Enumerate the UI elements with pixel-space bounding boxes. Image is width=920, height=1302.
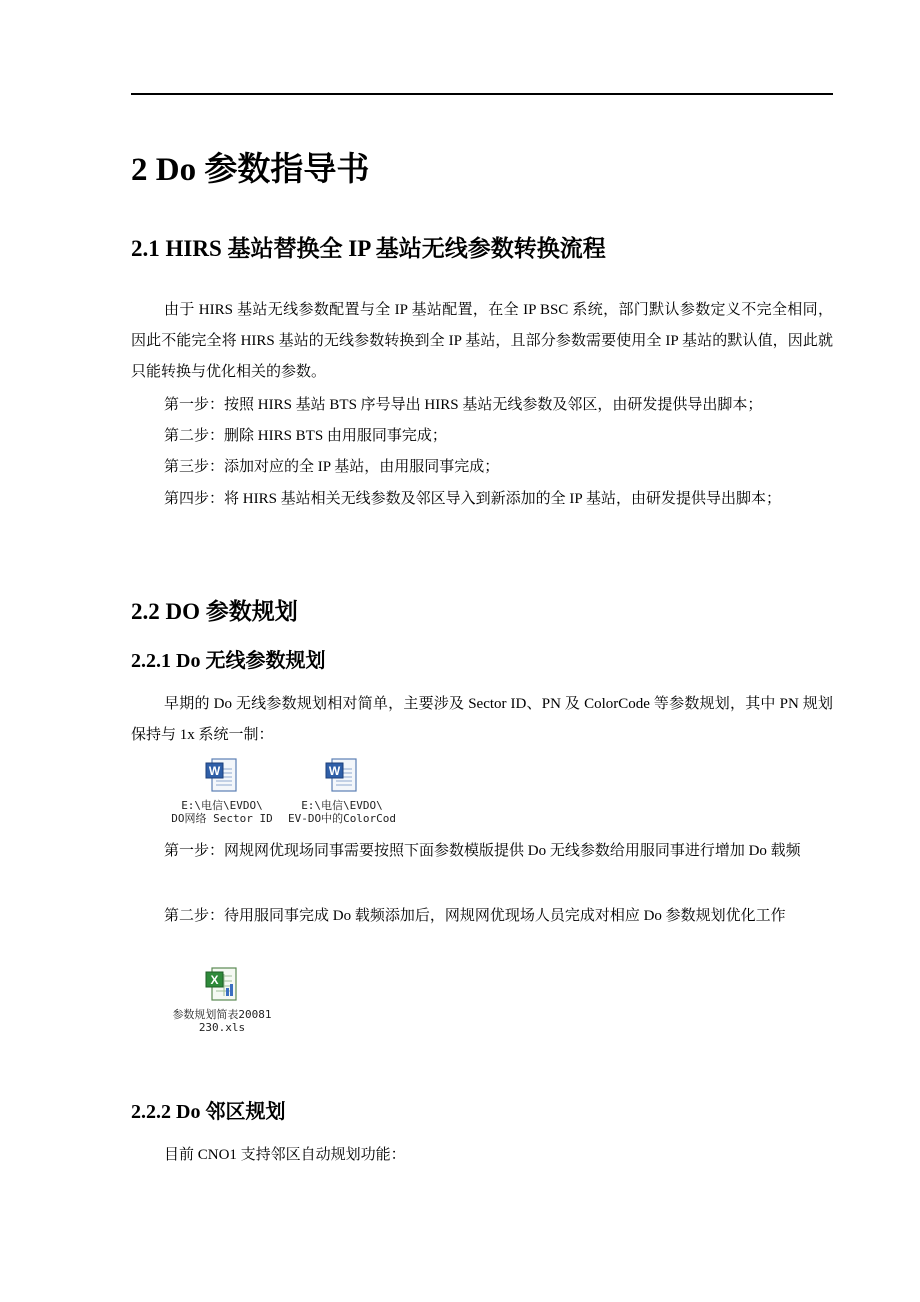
section-2-2-1-title: 2.2.1 Do 无线参数规划 xyxy=(131,650,326,672)
section-2-2-2-text: 目前 CNO1 支持邻区自动规划功能： xyxy=(164,1147,406,1163)
attachment-line1: E:\电信\EVDO\ xyxy=(301,799,383,812)
section-2-2-1-intro: 早期的 Do 无线参数规划相对简单，主要涉及 Sector ID、PN 及 ColorCode 等参数规划，其中 PN 规划保持与 1x 系统一制： xyxy=(131,696,833,743)
attachment-sector-id[interactable] xyxy=(160,757,284,825)
svg-text:W: W xyxy=(328,764,341,778)
section-2-1-intro: 由于 HIRS 基站无线参数配置与全 IP 基站配置，在全 IP BSC 系统，部门默认参数定义不完全相同，因此不能完全将 HIRS 基站的无线参数转换到全 IP 基站，且部分参数需要使用全 IP 基站的默认值，因此就只能转换与优化相关的参数。 xyxy=(131,302,833,380)
section-2-1-title: 2.1 HIRS 基站替换全 IP 基站无线参数转换流程 xyxy=(131,236,606,261)
excel-sheet-icon xyxy=(203,966,241,1004)
attachment-line1: E:\电信\EVDO\ xyxy=(181,799,263,812)
step-2: 第二步：删除 HIRS BTS 由用服同事完成； xyxy=(164,428,447,444)
page-title: 2 Do 参数指导书 xyxy=(131,152,370,188)
attachment-line2: 230.xls xyxy=(198,1021,246,1034)
attachment-line1: 参数规划简表20081 xyxy=(172,1008,272,1021)
svg-text:X: X xyxy=(210,973,219,987)
section-2-2-1-step2: 第二步：待用服同事完成 Do 载频添加后，网规网优现场人员完成对相应 Do 参数规划优化工作 xyxy=(164,908,786,924)
attachment-param-table[interactable] xyxy=(160,966,284,1034)
section-2-2-title: 2.2 DO 参数规划 xyxy=(131,599,298,624)
word-doc-icon xyxy=(323,757,361,795)
step-4: 第四步：将 HIRS 基站相关无线参数及邻区导入到新添加的全 IP 基站，由研发提供导出脚本； xyxy=(164,491,781,507)
word-doc-icon xyxy=(203,757,241,795)
step-1: 第一步：按照 HIRS 基站 BTS 序号导出 HIRS 基站无线参数及邻区，由研发提供导出脚本； xyxy=(164,397,763,413)
attachment-colorcode[interactable] xyxy=(280,757,404,825)
attachment-line2: DO网络 Sector ID xyxy=(171,812,273,825)
step-3: 第三步：添加对应的全 IP 基站，由用服同事完成； xyxy=(164,459,500,475)
section-2-2-1-step1: 第一步：网规网优现场同事需要按照下面参数模版提供 Do 无线参数给用服同事进行增加 Do 载频 xyxy=(164,843,801,859)
attachment-line2: EV-DO中的ColorCod xyxy=(287,812,397,825)
svg-text:W: W xyxy=(208,764,221,778)
header-rule xyxy=(131,93,833,95)
section-2-2-2-title: 2.2.2 Do 邻区规划 xyxy=(131,1101,286,1123)
